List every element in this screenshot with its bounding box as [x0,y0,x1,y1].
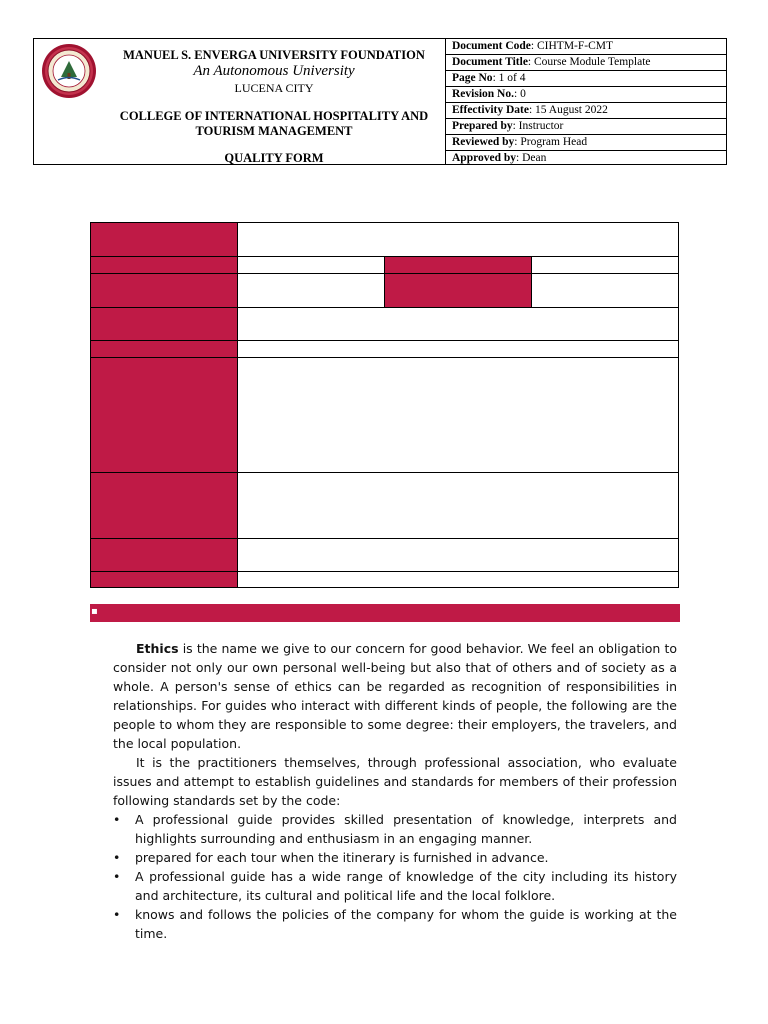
label-cell [91,274,238,308]
bullet-icon: • [113,907,121,922]
list-item: • A professional guide has a wide range of knowledge of the city including its history and architecture, its cultural and political life and the local folklore. [113,869,677,903]
label-cell [91,539,238,572]
value-cell [238,358,678,473]
bullet-icon: • [113,869,121,884]
module-content [113,639,677,943]
document-metadata [446,39,726,166]
meta-page-number: Page No: 1 of 4 [446,71,726,87]
bullet-icon: • [113,812,121,827]
meta-prepared-by: Prepared by: Instructor [446,119,726,135]
label-cell [91,223,238,257]
ethics-term: Ethics [136,641,179,656]
label-cell [91,358,238,473]
value-cell [238,341,678,358]
header-institution [34,39,446,164]
list-item: • A professional guide provides skilled presentation of knowledge, interprets and highlights surrounding and enthusiasm in an engaging manner. [113,812,677,846]
university-city: LUCENA CITY [234,81,314,95]
value-cell [532,257,678,274]
university-name: MANUEL S. ENVERGA UNIVERSITY FOUNDATION [123,48,425,62]
label-cell [91,341,238,358]
meta-document-title: Document Title: Course Module Template [446,55,726,71]
value-cell [238,539,678,572]
label-cell [91,572,238,587]
section-heading-bar [90,604,680,622]
label-cell [385,274,532,308]
bullet-icon: • [113,850,121,865]
bullet-icon: ▪ [91,606,98,617]
value-cell [238,223,678,257]
paragraph-ethics: Ethics is the name we give to our concern for good behavior. We feel an obligation to consider not only our own personal well-being but also that of others and of society as a whole. A person's sense of ethics can be regarded as recognition of responsibilities in relationships. For guides who interact with different kinds of people, the following are the people to whom they are responsible to some degree: their employers, the travelers, and the local population. [113,641,677,751]
meta-reviewed-by: Reviewed by: Program Head [446,135,726,151]
label-cell [91,257,238,274]
label-cell [91,308,238,341]
label-cell [385,257,532,274]
meta-approved-by: Approved by: Dean [452,152,547,164]
value-cell [238,257,385,274]
list-item: • prepared for each tour when the itinerary is furnished in advance. [113,850,549,865]
value-cell [238,473,678,539]
value-cell [532,274,678,308]
meta-document-code: Document Code: CIHTM-F-CMT [446,39,726,55]
label-cell [91,473,238,539]
document-header [33,38,727,165]
university-tagline: An Autonomous University [193,63,355,79]
course-info-table [90,222,679,588]
paragraph-practitioners: It is the practitioners themselves, through professional association, who evaluate issues and attempt to establish guidelines and standards for members of their profession following standards set by the code: [113,755,677,808]
value-cell [238,308,678,341]
list-item: • knows and follows the policies of the company for whom the guide is working at the time. [113,907,677,941]
university-seal-logo [39,43,99,99]
meta-revision: Revision No.: 0 [446,87,726,103]
value-cell [238,572,678,587]
meta-effectivity-date: Effectivity Date: 15 August 2022 [446,103,726,119]
form-type-label: QUALITY FORM [224,151,324,165]
standards-list [113,810,677,943]
college-name: COLLEGE OF INTERNATIONAL HOSPITALITY AND TOURISM MANAGEMENT [119,109,429,138]
value-cell [238,274,385,308]
